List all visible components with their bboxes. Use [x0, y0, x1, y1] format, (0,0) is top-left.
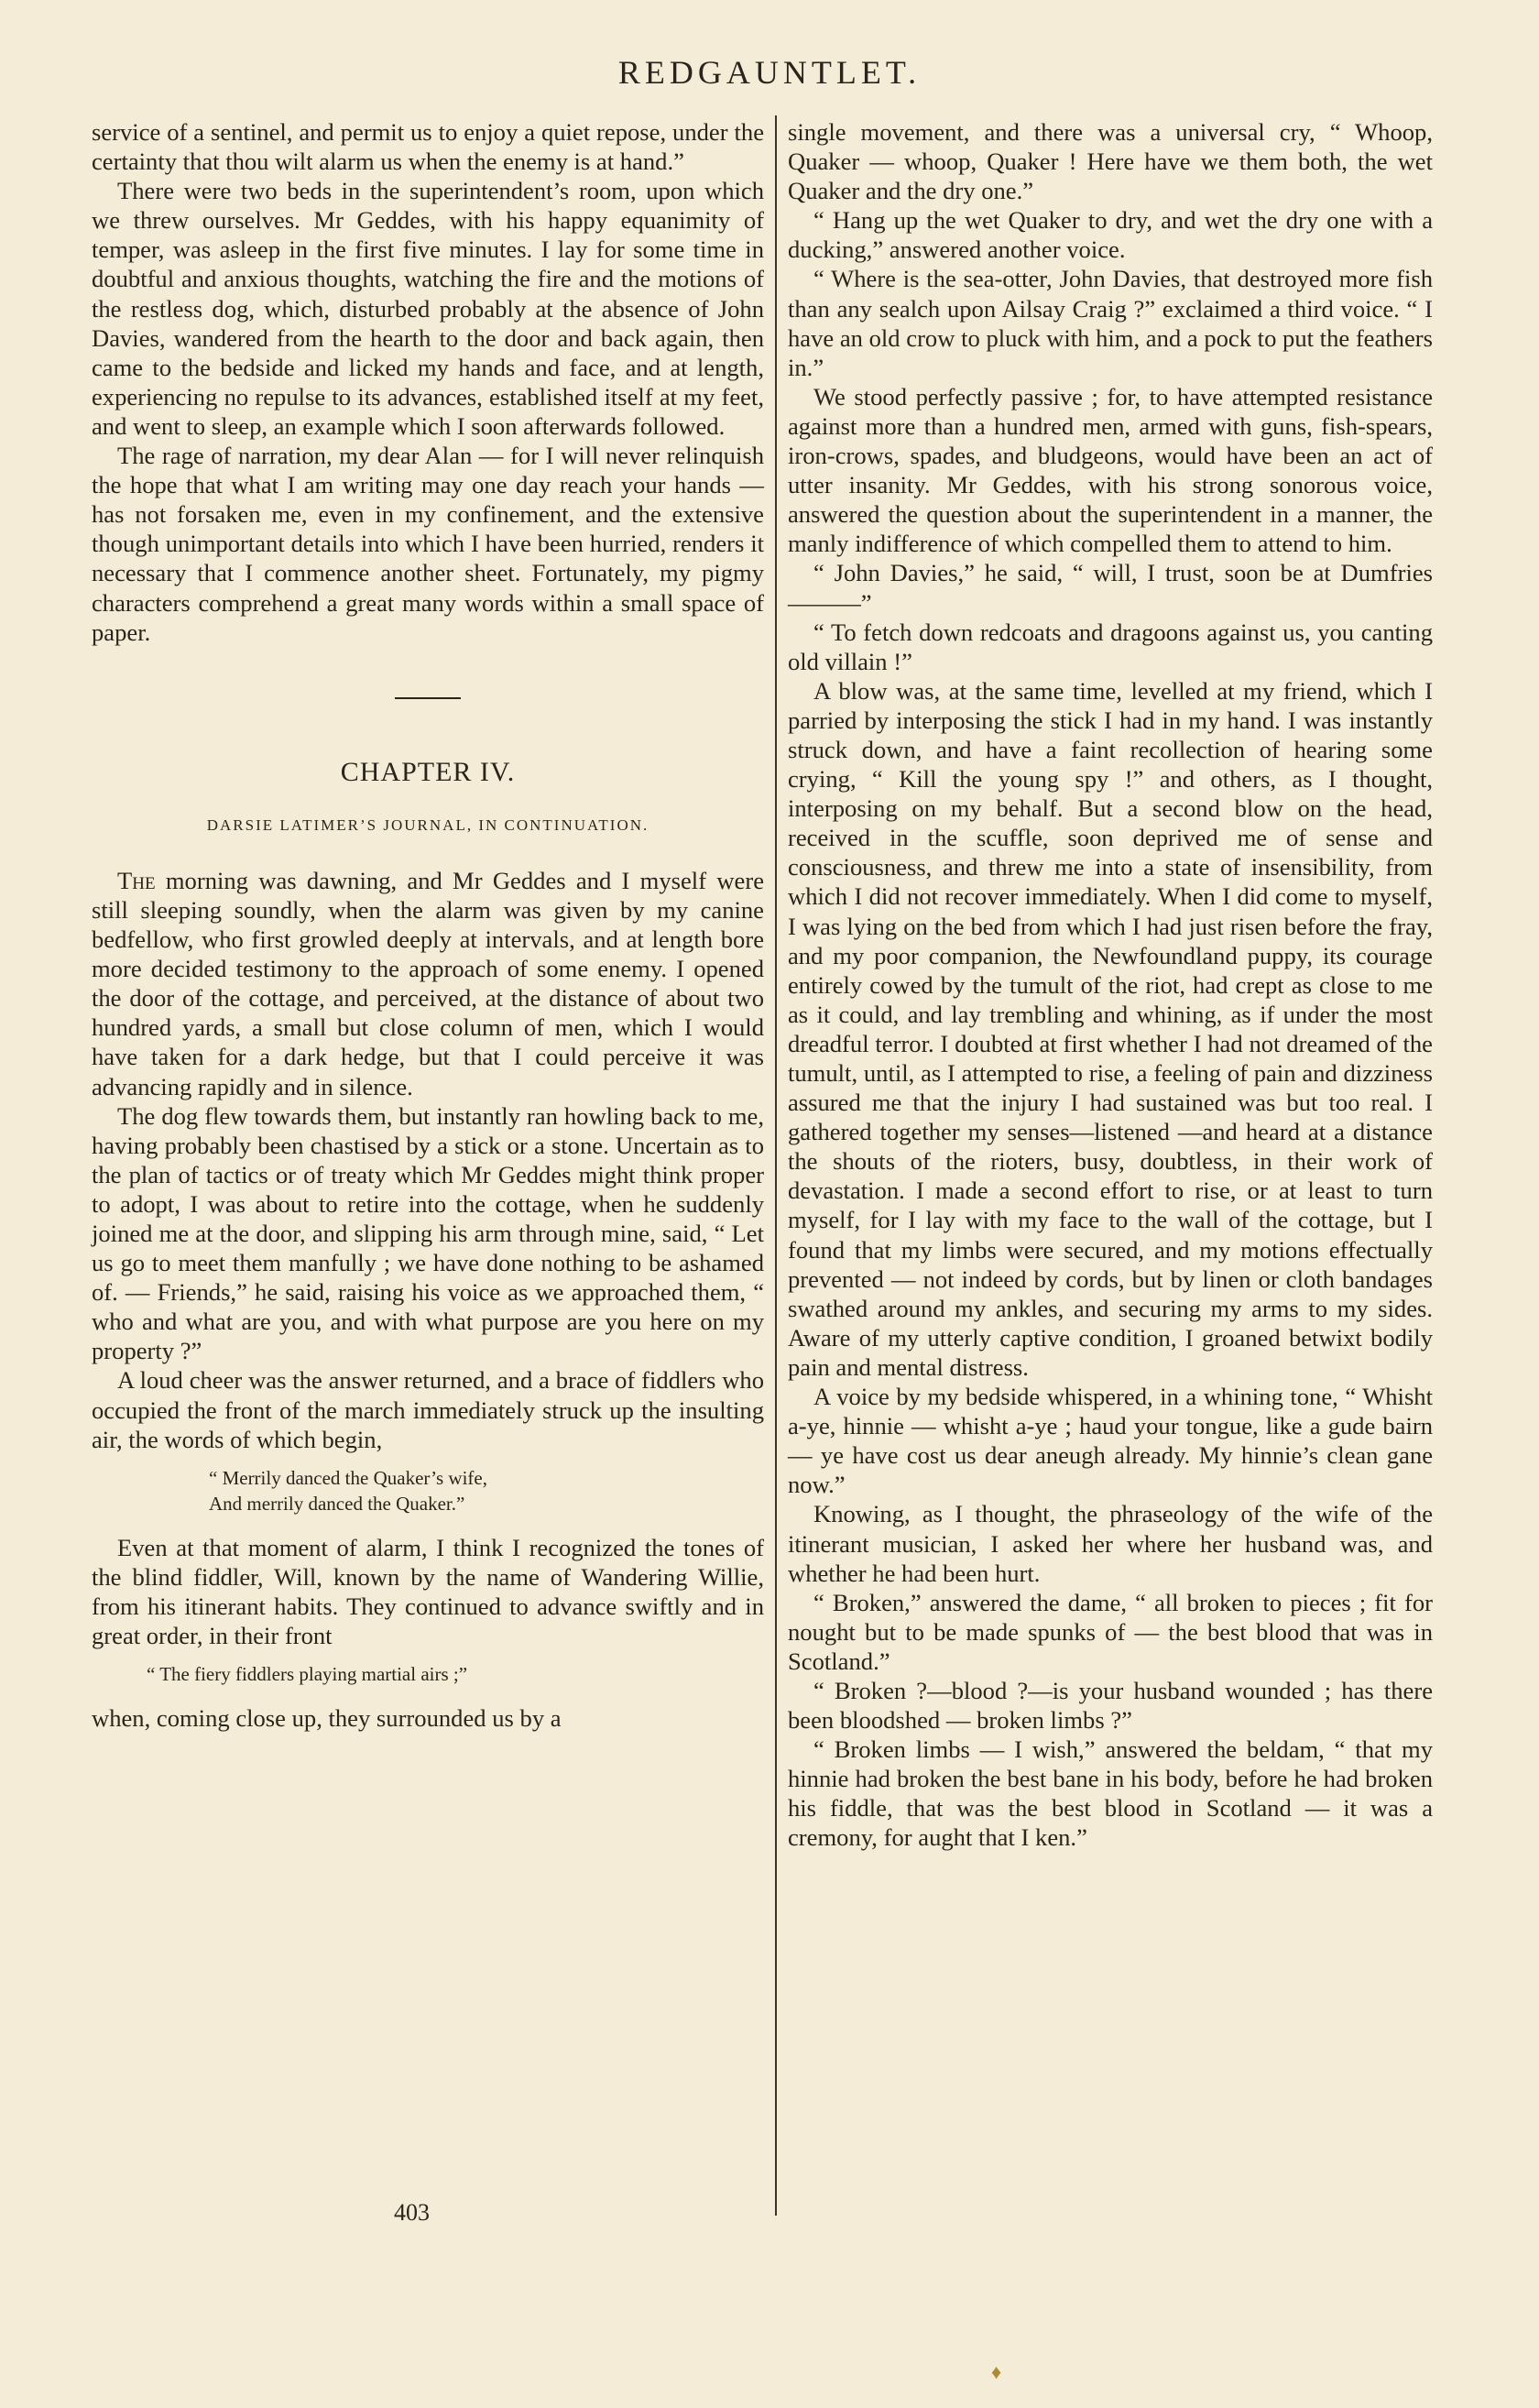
paragraph: A loud cheer was the answer returned, and a brace of fiddlers who occupied the front of the march immediately struck up the insulting air, the words of which begin, — [92, 1366, 764, 1453]
left-column — [92, 117, 764, 1733]
section-divider — [395, 697, 461, 699]
paragraph: “ Where is the sea-otter, John Davies, that destroyed more fish than any sealch upon Ailsay Craig ?” exclaimed a third voice. “ I have an old crow to pluck with him, and a pock to put the feathers in.” — [788, 265, 1433, 381]
opening-text: morning was dawning, and Mr Geddes and I myself were still sleeping soundly, when the alarm was given by my canine bedfellow, who first growled deeply at intervals, and at length bore more decided testimony to the approach of some enemy. I opened the door of the cottage, and perceived, at the distance of about two hundred yards, a small but close column of men, which I would have taken for a dark hedge, but that I could perceive it was advancing rapidly and in silence. — [92, 866, 764, 1100]
verse-quote — [209, 1465, 764, 1516]
paragraph: single movement, and there was a universal cry, “ Whoop, Quaker — whoop, Quaker ! Here have we them both, the wet Quaker and the dry one.” — [788, 118, 1433, 205]
chapter-title: CHAPTER IV. — [340, 756, 516, 787]
chapter-opening-paragraph — [92, 866, 764, 1101]
paragraph: “ John Davies,” he said, “ will, I trust, soon be at Dumfries———” — [788, 559, 1433, 617]
verse-quote — [147, 1661, 764, 1687]
paragraph: There were two beds in the superintendent’s room, upon which we threw ourselves. Mr Geddes, with his happy equanimity of temper, was asleep in the first five minutes. I lay for some time in doubtful and anxious thoughts, watching the fire and the motions of the restless dog, which, disturbed probably at the absence of John Davies, wandered from the hearth to the door and back again, then came to the bedside and licked my hands and face, and at length, experiencing no repulse to its advances, established itself at my feet, and went to sleep, an example which I soon afterwards followed. — [92, 177, 764, 440]
ink-mark-icon: ♦ — [991, 2360, 1002, 2383]
verse-line: “ Merrily danced the Quaker’s wife, — [209, 1466, 487, 1489]
right-column — [788, 117, 1433, 1853]
paragraph: Even at that moment of alarm, I think I recognized the tones of the blind fiddler, Will, known by the name of Wandering Willie, from his itinerant habits. They continued to advance swiftly and in great order, in their front — [92, 1533, 764, 1650]
paragraph: “ Broken limbs — I wish,” answered the beldam, “ that my hinnie had broken the best bane in his body, before he had broken his fiddle, that was the best blood in Scotland — it was a cremony, for aught that I ken.” — [788, 1735, 1433, 1852]
paragraph: “ Broken ?—blood ?—is your husband wounded ; has there been bloodshed — broken limbs ?” — [788, 1676, 1433, 1735]
verse-line: “ The fiery fiddlers playing martial airs ;” — [147, 1663, 468, 1686]
paragraph: “ To fetch down redcoats and dragoons against us, you canting old villain !” — [788, 618, 1433, 675]
paragraph: The dog flew towards them, but instantly ran howling back to me, having probably been chastised by a stick or a stone. Uncertain as to the plan of tactics or of treaty which Mr Geddes might think proper to adopt, I was about to retire into the cottage, when he suddenly joined me at the door, and slipping his arm through mine, said, “ Let us go to meet them manfully ; we have done nothing to be ashamed of. — Friends,” he said, raising his voice as we approached them, “ who and what are you, and with what purpose are you here on my property ?” — [92, 1101, 764, 1365]
paragraph: A blow was, at the same time, levelled at my friend, which I parried by interposing the stick I had in my hand. I was instantly struck down, and have a faint recollection of hearing some crying, “ Kill the young spy !” and others, as I thought, interposing on my behalf. But a second blow on the head, received in the scuffle, soon deprived me of sense and consciousness, and threw me into a state of insensibility, from which I did not recover immediately. When I did come to myself, I was lying on the bed from which I had just risen before the fray, and my poor companion, the Newfoundland puppy, its courage entirely cowed by the tumult of the riot, had crept as close to me as it could, and lay trembling and whining, as if under the most dreadful terror. I doubted at first whether I had not dreamed of the tumult, until, as I attempted to rise, a feeling of pain and dizziness assured me that the injury I had sustained was but too real. I gathered together my senses—listened —and heard at a distance the shouts of the rioters, busy, doubtless, in their work of devastation. I made a second effort to rise, or at least to turn myself, for I lay with my face to the wall of the cottage, but I found that my limbs were secured, and my motions effectually prevented — not indeed by cords, but by linen or cloth bandages swathed around my ankles, and securing my arms to my sides. Aware of my utterly captive condition, I groaned betwixt bodily pain and mental distress. — [788, 676, 1433, 1381]
chapter-subtitle: DARSIE LATIMER’S JOURNAL, IN CONTINUATION. — [206, 815, 649, 834]
page-number: 403 — [394, 2199, 430, 2226]
paragraph: We stood perfectly passive ; for, to have attempted resistance against more than a hundred men, armed with guns, fish-spears, iron-crows, spades, and bludgeons, would have been an act of utter insanity. Mr Geddes, with his strong sonorous voice, answered the question about the superintendent in a manner, the manly indifference of which compelled them to attend to him. — [788, 382, 1433, 558]
paragraph: The rage of narration, my dear Alan — for I will never relinquish the hope that what I am writing may one day reach your hands — has not forsaken me, even in my confinement, and the extensive though unimportant details into which I have been hurried, renders it necessary that I commence another sheet. Fortunately, my pigmy characters comprehend a great many words within a small space of paper. — [92, 442, 764, 646]
paragraph: Knowing, as I thought, the phraseology of the wife of the itinerant musician, I asked her where her husband was, and whether he had been hurt. — [788, 1500, 1433, 1587]
opening-word: The — [117, 866, 156, 894]
paragraph: “ Broken,” answered the dame, “ all broken to pieces ; fit for nought but to be made spunks of — the best blood that was in Scotland.” — [788, 1588, 1433, 1675]
running-header: REDGAUNTLET. — [617, 54, 922, 91]
paragraph: when, coming close up, they surrounded us by a — [92, 1704, 562, 1733]
paragraph: “ Hang up the wet Quaker to dry, and wet the dry one with a ducking,” answered another voice. — [788, 206, 1433, 264]
paragraph: service of a sentinel, and permit us to enjoy a quiet repose, under the certainty that thou wilt alarm us when the enemy is at hand.” — [92, 118, 764, 176]
verse-line: And merrily danced the Quaker.” — [209, 1492, 465, 1515]
paragraph: A voice by my bedside whispered, in a whining tone, “ Whisht a-ye, hinnie — whisht a-ye ; haud your tongue, like a gude bairn — ye have cost us dear aneugh already. My hinnie’s clean gane now.” — [788, 1383, 1433, 1499]
column-rule — [775, 115, 777, 2216]
